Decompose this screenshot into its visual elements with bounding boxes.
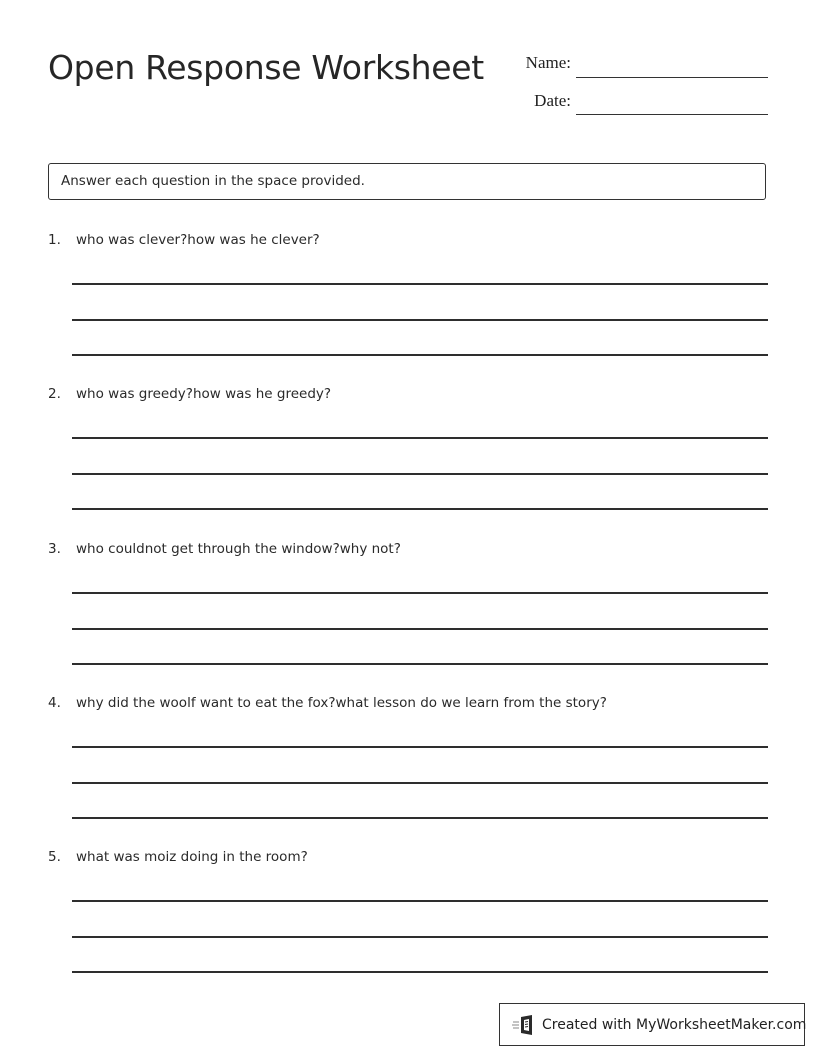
question-text: who was clever?how was he clever? [76,232,320,248]
date-field[interactable] [500,91,571,113]
answer-line[interactable] [72,508,768,510]
answer-line[interactable] [72,628,768,630]
question-number: 3. [48,541,61,557]
name-input-line[interactable] [576,77,768,78]
answer-line[interactable] [72,592,768,594]
answer-line[interactable] [72,746,768,748]
name-label: Name: [525,53,571,72]
instructions-box: Answer each question in the space provided. [48,163,766,200]
answer-line[interactable] [72,283,768,285]
question-number: 5. [48,849,61,865]
badge-text: Created with MyWorksheetMaker.com [542,1016,807,1033]
answer-line[interactable] [72,817,768,819]
page-title: Open Response Worksheet [48,48,484,87]
date-label: Date: [534,91,571,110]
answer-line[interactable] [72,354,768,356]
worksheet-maker-logo-icon [512,1014,536,1036]
question-text: who was greedy?how was he greedy? [76,386,332,402]
question-number: 2. [48,386,61,402]
question-text: why did the woolf want to eat the fox?what lesson do we learn from the story? [76,695,607,711]
name-field[interactable] [500,53,571,75]
answer-line[interactable] [72,437,768,439]
answer-line[interactable] [72,319,768,321]
answer-line[interactable] [72,936,768,938]
answer-line[interactable] [72,971,768,973]
question-text: who couldnot get through the window?why not? [76,541,401,557]
question-number: 1. [48,232,61,248]
answer-line[interactable] [72,782,768,784]
date-input-line[interactable] [576,114,768,115]
answer-line[interactable] [72,900,768,902]
question-number: 4. [48,695,61,711]
question-text: what was moiz doing in the room? [76,849,308,865]
created-with-badge[interactable] [499,1003,805,1046]
answer-line[interactable] [72,663,768,665]
answer-line[interactable] [72,473,768,475]
